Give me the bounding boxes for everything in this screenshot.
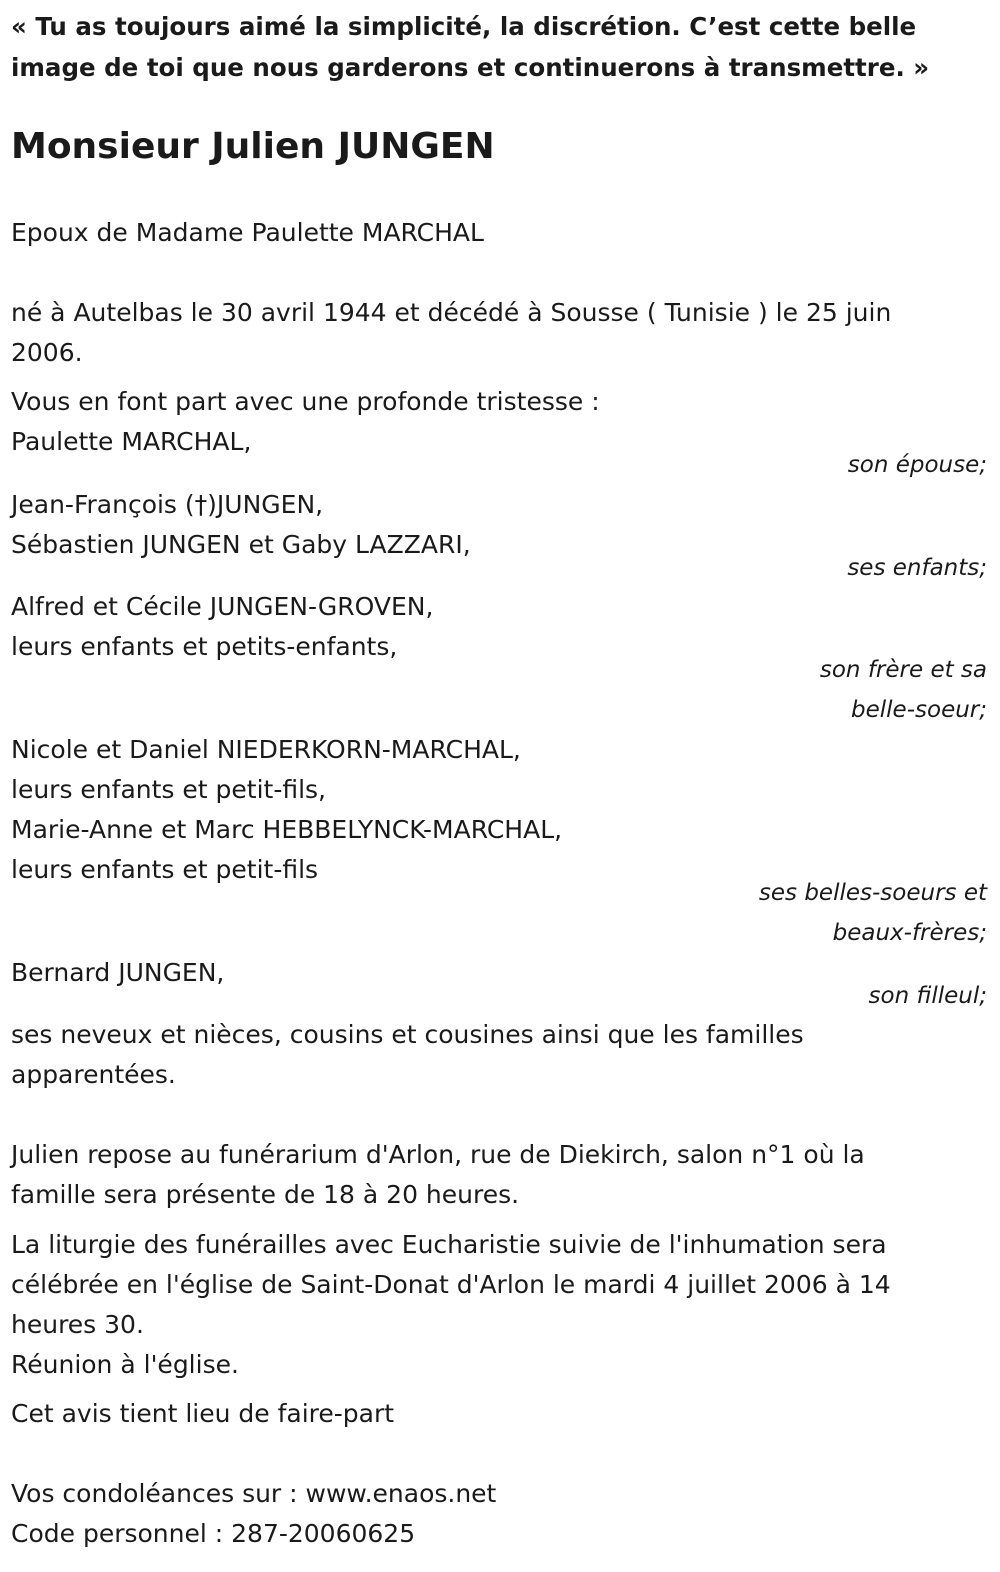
family-name: Marie-Anne et Marc HEBBELYNCK-MARCHAL, (11, 815, 563, 844)
family-name: Sébastien JUNGEN et Gaby LAZZARI, (11, 530, 471, 559)
birth-death-line: né à Autelbas le 30 avril 1944 et décédé à Sousse ( Tunisie ) le 25 juin (11, 298, 892, 327)
quote-line: « Tu as toujours aimé la simplicité, la discrétion. C’est cette belle (11, 12, 917, 41)
family-relation: son frère et sa (819, 657, 987, 683)
extended-family-line: ses neveux et nièces, cousins et cousines ainsi que les familles (11, 1020, 804, 1049)
liturgy-line: célébrée en l'église de Saint-Donat d'Arlon le mardi 4 juillet 2006 à 14 (11, 1270, 891, 1299)
deceased-name: Monsieur Julien JUNGEN (11, 126, 495, 167)
family-name: Nicole et Daniel NIEDERKORN-MARCHAL, (11, 735, 521, 764)
family-name: Alfred et Cécile JUNGEN-GROVEN, (11, 592, 434, 621)
family-name: Paulette MARCHAL, (11, 427, 252, 456)
visitation-line: Julien repose au funérarium d'Arlon, rue de Diekirch, salon n°1 où la (11, 1140, 865, 1169)
family-name: leurs enfants et petit-fils (11, 855, 319, 884)
visitation-line: famille sera présente de 18 à 20 heures. (11, 1180, 520, 1209)
extended-family-line: apparentées. (11, 1060, 176, 1089)
family-relation: son épouse; (847, 452, 987, 478)
liturgy-line: heures 30. (11, 1310, 144, 1339)
condolences-line: Vos condoléances sur : www.enaos.net (11, 1479, 497, 1508)
liturgy-line: La liturgie des funérailles avec Eucharistie suivie de l'inhumation sera (11, 1230, 887, 1259)
birth-death-line: 2006. (11, 338, 83, 367)
family-name: Bernard JUNGEN, (11, 958, 225, 987)
family-relation: beaux-frères; (832, 920, 987, 946)
quote-line: image de toi que nous garderons et continuerons à transmettre. » (11, 53, 930, 82)
notice-line: Cet avis tient lieu de faire-part (11, 1399, 395, 1428)
family-relation: belle-soeur; (851, 697, 987, 723)
family-relation: ses enfants; (847, 555, 987, 581)
personal-code: Code personnel : 287-20060625 (11, 1519, 416, 1548)
memorial-quote (11, 6, 986, 88)
spouse-line: Epoux de Madame Paulette MARCHAL (11, 218, 484, 247)
announcement-line: Vous en font part avec une profonde tristesse : (11, 387, 600, 416)
family-name: Jean-François (†)JUNGEN, (11, 490, 324, 519)
family-relation: ses belles-soeurs et (758, 880, 987, 906)
family-name: leurs enfants et petit-fils, (11, 775, 327, 804)
family-relation: son filleul; (868, 983, 987, 1009)
liturgy-line: Réunion à l'église. (11, 1350, 239, 1379)
family-name: leurs enfants et petits-enfants, (11, 632, 398, 661)
